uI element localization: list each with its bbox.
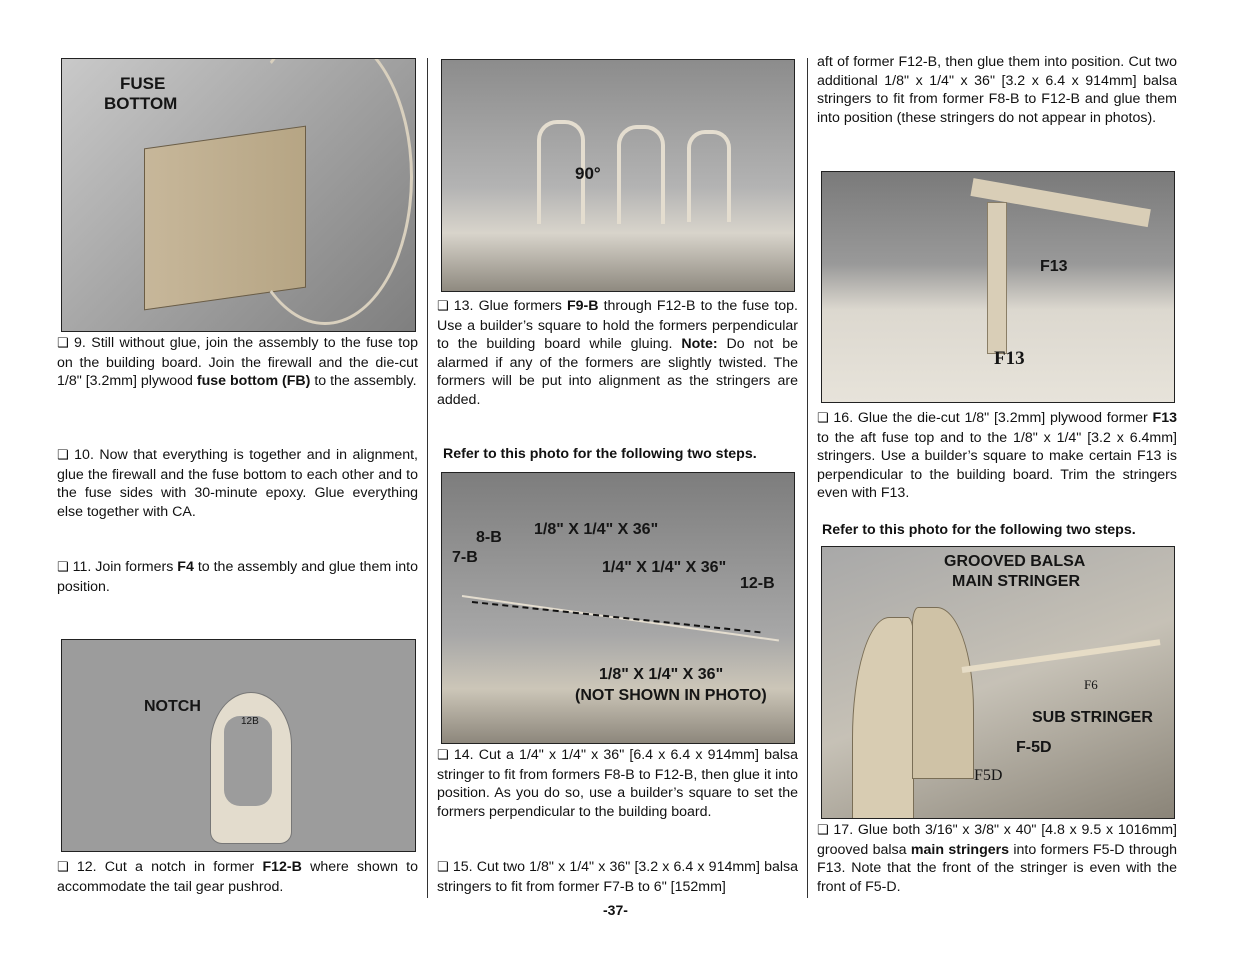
column-divider-left [427, 58, 428, 898]
photo-notch [61, 639, 416, 852]
photo-label-8b: 8-B [476, 529, 502, 546]
former-f5d-sketch [852, 617, 914, 819]
former-arch-2 [617, 125, 665, 224]
step-11-text: ❑ 11. Join formers F4 to the assembly and glue them into position. [57, 559, 418, 595]
step-14-text: ❑ 14. Cut a 1/4" x 1/4" x 36" [6.4 x 6.4 x 914mm] balsa stringer to fit from formers F8-B to F12-B, then glue it into position. As you do so, use a builder’s square to set the formers perpendicular to the building board. [437, 747, 798, 820]
photo-stringers [441, 472, 795, 744]
plan-label-f13: F13 [994, 348, 1025, 369]
photo-label-sub-stringer: SUB STRINGER [1032, 709, 1153, 726]
step-12-text: ❑ 12. Cut a notch in former F12-B where shown to accommodate the tail gear pushrod. [57, 859, 418, 895]
former-arch-3 [687, 130, 731, 222]
former-f6-sketch [912, 607, 974, 779]
former-cutout-sketch [224, 716, 272, 806]
photo-label-12b: 12-B [740, 575, 775, 592]
refer-caption-right: Refer to this photo for the following two steps. [822, 522, 1136, 538]
photo-label-main-stringer: MAIN STRINGER [952, 573, 1080, 590]
step-16-text: ❑ 16. Glue the die-cut 1/8" [3.2mm] plywood former F13 to the aft fuse top and to the 1/8" x 1/4" [3.2 x 6.4mm] stringers. Use a builder’s square to make certain F13 is perpendicular to the building board. Trim the stringers even with F13. [817, 410, 1177, 502]
photo-label-bottom: BOTTOM [104, 94, 178, 113]
photo-fuse-bottom [61, 58, 416, 332]
photo-label-7b: 7-B [452, 549, 478, 566]
photo-label-f5d: F-5D [1016, 739, 1052, 756]
former-f13-leg [987, 202, 1007, 354]
refer-caption-middle: Refer to this photo for the following two steps. [443, 446, 757, 462]
photo-label-stringer-1-4: 1/4" X 1/4" X 36" [602, 559, 727, 576]
column-divider-right [807, 58, 808, 898]
page-number: -37- [603, 902, 628, 918]
photo-main-stringer [821, 546, 1175, 819]
photo-label-f13: F13 [1040, 258, 1068, 275]
photo-label-notch: NOTCH [144, 698, 201, 715]
photo-label-stringer-not-shown: 1/8" X 1/4" X 36" [599, 666, 724, 683]
photo-formers-square [441, 59, 795, 292]
stringer-dashed-sketch [472, 601, 761, 633]
photo-label-fuse: FUSE [120, 74, 166, 93]
step-13-text: ❑ 13. Glue formers F9-B through F12-B to the fuse top. Use a builder’s square to hold the formers perpendicular to the building board while gluing. Note: Do not be alarmed if any of the formers are slightly twisted. The formers will be put into alignment as the stringers are added. [437, 298, 798, 408]
step-17-text: ❑ 17. Glue both 3/16" x 3/8" x 40" [4.8 x 9.5 x 1016mm] grooved balsa main stringers into formers F5-D through F13. Note that the front of the stringer is even with the front of F5-D. [817, 822, 1177, 895]
step-15-continued: aft of former F12-B, then glue them into position. Cut two additional 1/8" x 1/4" x 36" [3.2 x 6.4 x 914mm] balsa stringers to fit from former F8-B to F12-B and glue them into position (these stringers do not appear in photos). [817, 54, 1177, 126]
step-9-text: ❑ 9. Still without glue, join the assembly to the fuse top on the building board. Join the firewall and the die-cut 1/8" [3.2mm] plywood fuse bottom (FB) to the assembly. [57, 335, 418, 390]
photo-label-stringer-1-8: 1/8" X 1/4" X 36" [534, 521, 659, 538]
photo-label-90-degrees: 90° [575, 164, 601, 183]
plan-label-f6: F6 [1084, 677, 1098, 692]
photo-former-f13 [821, 171, 1175, 403]
step-10-text: ❑ 10. Now that everything is together and in alignment, glue the firewall and the fuse bottom to each other and to the fuse sides with 30-minute epoxy. Glue everything else together with CA. [57, 447, 418, 520]
grooved-stringer-sketch [962, 639, 1161, 673]
plan-label-f5d: F5D [974, 767, 1003, 784]
photo-label-not-shown: (NOT SHOWN IN PHOTO) [575, 687, 767, 704]
photo-label-grooved-balsa: GROOVED BALSA [944, 553, 1086, 570]
photo-label-12b: 12B [241, 716, 259, 727]
step-15-text: ❑ 15. Cut two 1/8" x 1/4" x 36" [3.2 x 6.4 x 914mm] balsa stringers to fit from former F7-B to 6" [152mm] [437, 859, 798, 895]
